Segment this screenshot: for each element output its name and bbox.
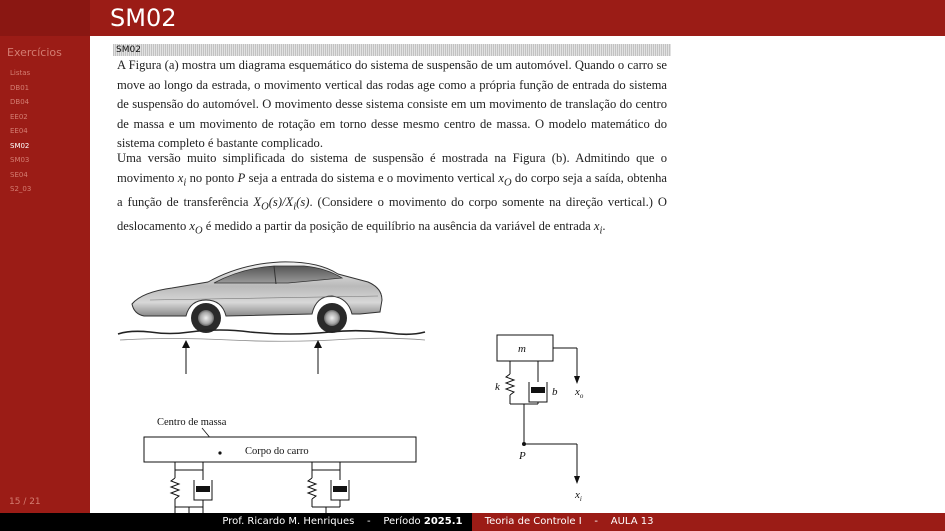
footer-separator: - (594, 516, 599, 527)
footer-period-value: 2025.1 (423, 516, 463, 527)
footer-author-period (0, 513, 472, 531)
suspension-schematic-b (495, 335, 584, 513)
spring-label-k: k (495, 381, 500, 393)
header-corner (0, 0, 90, 36)
footer-course-lecture (472, 513, 945, 531)
output-xo-label (574, 386, 584, 400)
footer-bar (0, 513, 945, 531)
tf-numerator (253, 194, 310, 213)
text-segment: . (602, 218, 606, 233)
sidebar-item-db04[interactable]: DB04 (10, 98, 30, 106)
frame-header (0, 0, 945, 36)
sidebar-item-se04[interactable]: SE04 (10, 170, 28, 179)
text-segment: do corpo seja a saída, obtenha a função de transferência (117, 170, 668, 209)
slide-content (90, 36, 945, 513)
problem-header-strip (113, 44, 671, 56)
var-symbol: x (593, 218, 600, 233)
var-symbol: X (285, 194, 294, 209)
label-subscript: o (579, 392, 584, 400)
suspension-figure-svg (90, 248, 945, 513)
var-subscript: O (503, 177, 512, 189)
footer-lecture: AULA 13 (610, 516, 654, 527)
text-segment: Uma versão muito simplificada do sistema de suspensão é mostrada na Figura (b). Admitindo que o movimento (117, 151, 667, 185)
label-symbol: x (575, 489, 580, 501)
input-xi-label (574, 489, 582, 503)
label-subscript: i (579, 495, 582, 503)
problem-paragraph-1: A Figura (a) mostra um diagrama esquemático do sistema de suspensão de um automóvel. Quando o carro se move ao longo da estrada, o movimento vertical das rodas age como a própria função de entrada do sistema de suspensão do automóvel. O movimento desse sistema consiste em um movimento de translação do centro de massa e um movimento de rotação em torno desse mesmo centro de massa. O modelo matemático do sistema completo é bastante complicado. (117, 58, 667, 151)
var-symbol: x (189, 218, 195, 233)
var-subscript: O (194, 225, 203, 237)
sidebar-nav (10, 66, 31, 197)
sidebar-item-sm03[interactable]: SM03 (10, 156, 30, 164)
text-segment: seja a entrada do sistema e o movimento vertical (245, 170, 499, 185)
var-p: P (237, 170, 246, 185)
text-segment: é medido a partir da posição de equilíbrio na ausência da variável de entrada (202, 218, 594, 233)
point-p-label: P (519, 450, 526, 462)
sidebar-item-sm02[interactable]: SM02 (10, 141, 30, 150)
page-number: 15 / 21 (9, 497, 41, 507)
sidebar-item-listas[interactable]: Listas (10, 69, 31, 77)
var-xo (189, 218, 203, 237)
mass-label: m (518, 343, 526, 355)
car-illustration (118, 262, 425, 374)
tf-arg: (s)/ (268, 194, 286, 209)
left-suspension-unit (171, 462, 212, 513)
sidebar-item-db01[interactable]: DB01 (10, 83, 30, 92)
label-symbol: x (575, 386, 580, 398)
var-symbol: x (177, 170, 184, 185)
car-body-label: Corpo do carro (245, 446, 309, 457)
var-subscript: O (261, 201, 269, 213)
footer-separator: - (367, 516, 371, 527)
center-of-mass-label: Centro de massa (157, 417, 227, 428)
sidebar-item-ee04[interactable]: EE04 (10, 127, 28, 135)
var-subscript: i (183, 177, 187, 189)
footer-author: Prof. Ricardo M. Henriques (222, 516, 355, 527)
var-xo (498, 170, 512, 189)
var-subscript: i (599, 225, 603, 237)
frame-title: SM02 (110, 4, 177, 32)
var-xi (177, 170, 187, 189)
sidebar (0, 36, 90, 513)
sidebar-item-s2-03[interactable]: S2_03 (10, 185, 32, 193)
suspension-schematic-a (118, 417, 425, 513)
var-subscript: i (293, 201, 297, 213)
sidebar-section-title[interactable]: Exercícios (7, 46, 62, 59)
text-segment: . (Considere o movimento do corpo somente na direção vertical.) O deslocamento (117, 194, 667, 233)
var-symbol: x (498, 170, 504, 185)
sidebar-item-ee02[interactable]: EE02 (10, 112, 28, 121)
text-segment: no ponto (186, 170, 238, 185)
suspension-figure (90, 248, 945, 513)
problem-paragraph-2 (117, 149, 667, 241)
footer-course: Teoria de Controle I (484, 516, 582, 527)
footer-period-label: Período (383, 516, 421, 527)
problem-label: SM02 (116, 45, 141, 55)
var-symbol: X (253, 194, 262, 209)
damper-label-b: b (552, 386, 558, 398)
tf-arg: (s) (296, 194, 310, 209)
right-suspension-unit (308, 462, 349, 513)
